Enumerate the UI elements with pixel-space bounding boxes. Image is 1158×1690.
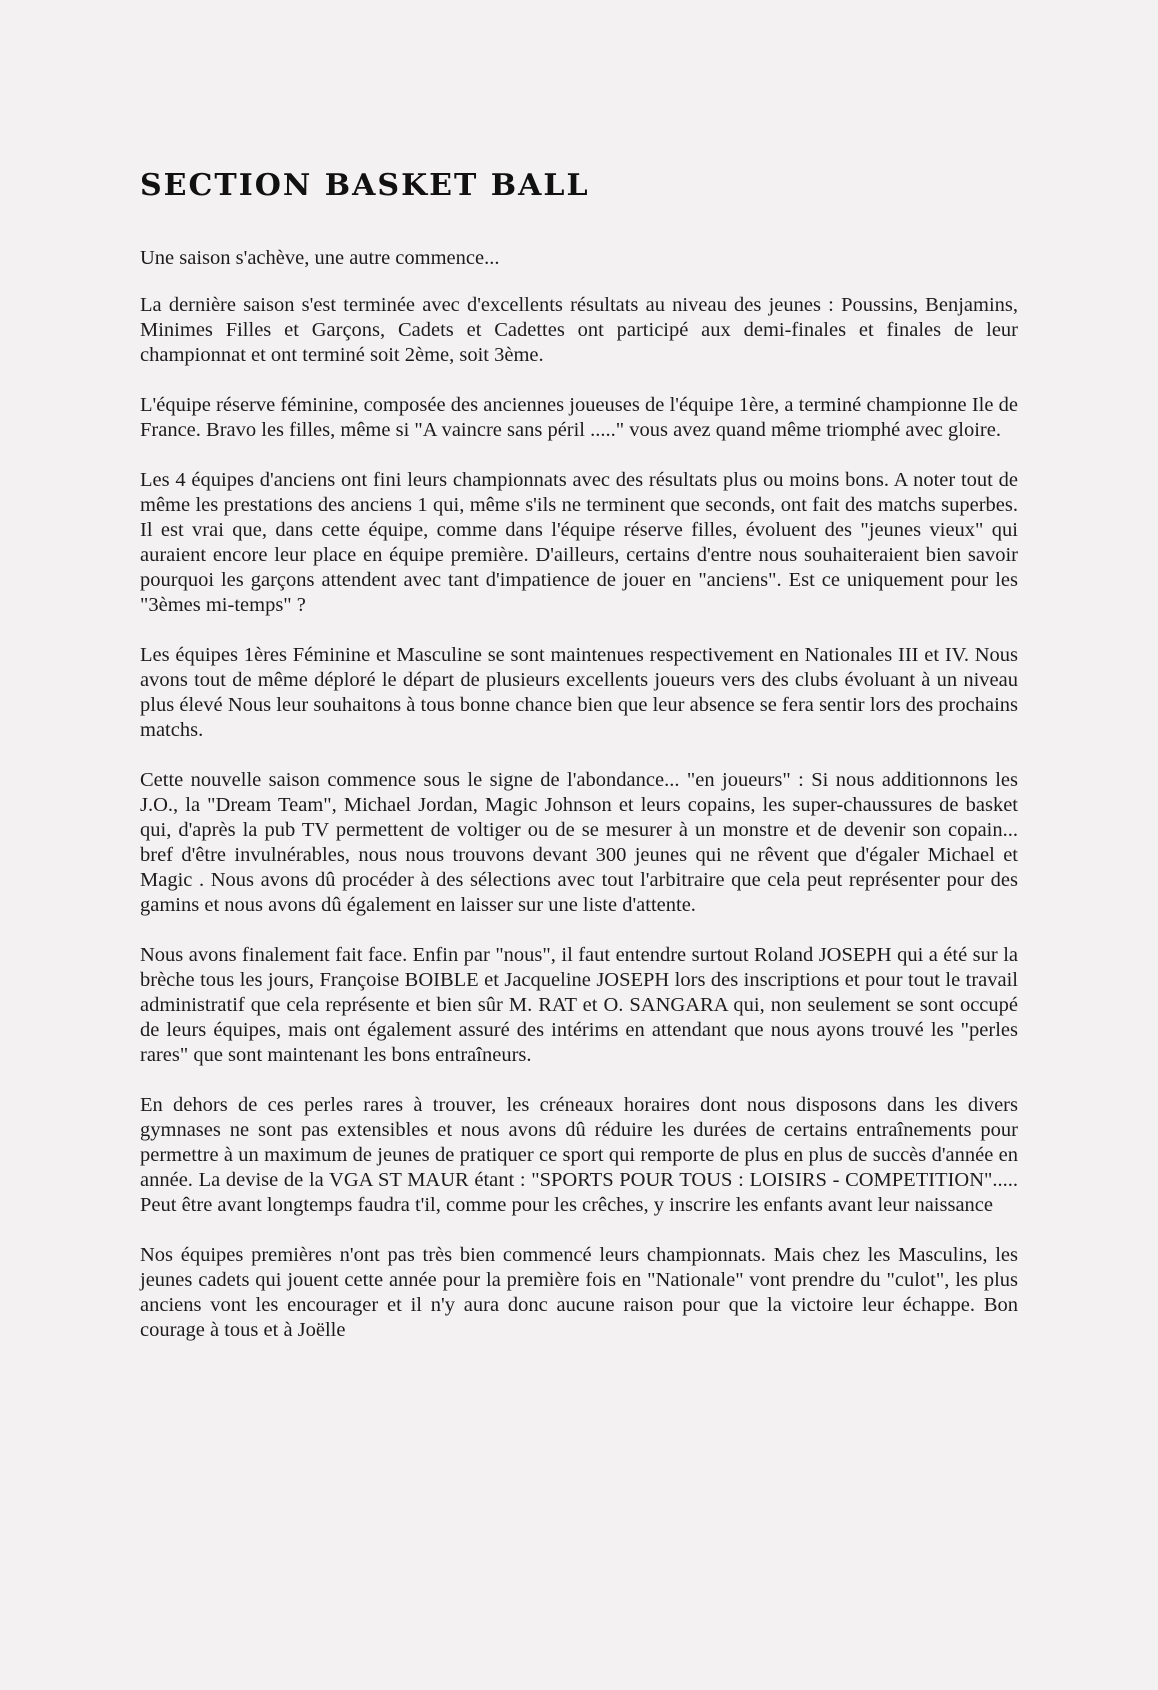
paragraph-intro: Une saison s'achève, une autre commence... [140, 247, 500, 269]
section-title: SECTION BASKET BALL [140, 168, 590, 203]
paragraph-thanks: Nous avons finalement fait face. Enfin par "nous", il faut entendre surtout Roland JOSEPH qui a été sur la brèche tous les jours, Françoise BOIBLE et Jacqueline JOSEPH lors des inscriptions et pour tout le travail administratif que cela représente et bien sûr M. RAT et O. SANGARA qui, non seulement se sont occupé de leurs équipes, mais ont également assuré des intérims en attendant que nous ayons trouvé les "perles rares" que sont maintenant les bons entraîneurs. [140, 944, 1018, 1066]
paragraph-closing: Nos équipes premières n'ont pas très bien commencé leurs championnats. Mais chez les Masculins, les jeunes cadets qui jouent cette année pour la première fois en "Nationale" vont prendre du "culot", les plus anciens vont les encourager et il n'y aura donc aucune raison pour que la victoire leur échappe. Bon courage à tous et à Joëlle [140, 1244, 1018, 1341]
paragraph-new-season: Cette nouvelle saison commence sous le signe de l'abondance... "en joueurs" : Si nous additionnons les J.O., la "Dream Team", Michael Jordan, Magic Johnson et leurs copains, les super-chaussures de basket qui, d'après la pub TV permettent de voltiger ou de se mesurer à un monstre et de devenir son copain... bref d'être invulnérables, nous nous trouvons devant 300 jeunes qui ne rêvent que d'égaler Michael et Magic . Nous avons dû procéder à des sélections avec tout l'arbitraire que cela peut représenter pour des gamins et nous avons dû également en laisser sur une liste d'attente. [140, 769, 1018, 916]
paragraph-time-slots: En dehors de ces perles rares à trouver, les créneaux horaires dont nous disposons dans les divers gymnases ne sont pas extensibles et nous avons dû réduire les durées de certains entraînements pour permettre à un maximum de jeunes de pratiquer ce sport qui remporte de plus en plus de succès d'année en année. La devise de la VGA ST MAUR étant : "SPORTS POUR TOUS : LOISIRS - COMPETITION"..... Peut être avant longtemps faudra t'il, comme pour les crêches, y inscrire les enfants avant leur naissance [140, 1094, 1018, 1216]
paragraph-last-season: La dernière saison s'est terminée avec d'excellents résultats au niveau des jeunes : Poussins, Benjamins, Minimes Filles et Garçons, Cadets et Cadettes ont participé aux demi-finales et finales de leur championnat et ont terminé soit 2ème, soit 3ème. [140, 294, 1018, 366]
paragraph-reserve-women: L'équipe réserve féminine, composée des anciennes joueuses de l'équipe 1ère, a terminé championne Ile de France. Bravo les filles, même si "A vaincre sans péril ....." vous avez quand même triomphé avec gloire. [140, 394, 1018, 441]
paragraph-veterans: Les 4 équipes d'anciens ont fini leurs championnats avec des résultats plus ou moins bons. A noter tout de même les prestations des anciens 1 qui, même s'ils ne terminent que seconds, ont fait des matchs superbes. Il est vrai que, dans cette équipe, comme dans l'équipe réserve filles, évoluent des "jeunes vieux" qui auraient encore leur place en équipe première. D'ailleurs, certains d'entre nous souhaiteraient bien savoir pourquoi les garçons attendent avec tant d'impatience de jouer en "anciens". Est ce uniquement pour les "3èmes mi-temps" ? [140, 469, 1018, 616]
document-page [140, 168, 1018, 1368]
paragraph-first-teams: Les équipes 1ères Féminine et Masculine se sont maintenues respectivement en Nationales III et IV. Nous avons tout de même déploré le départ de plusieurs excellents joueurs vers des clubs évoluant à un niveau plus élevé Nous leur souhaitons à tous bonne chance bien que leur absence se fera sentir lors des prochains matchs. [140, 644, 1018, 741]
